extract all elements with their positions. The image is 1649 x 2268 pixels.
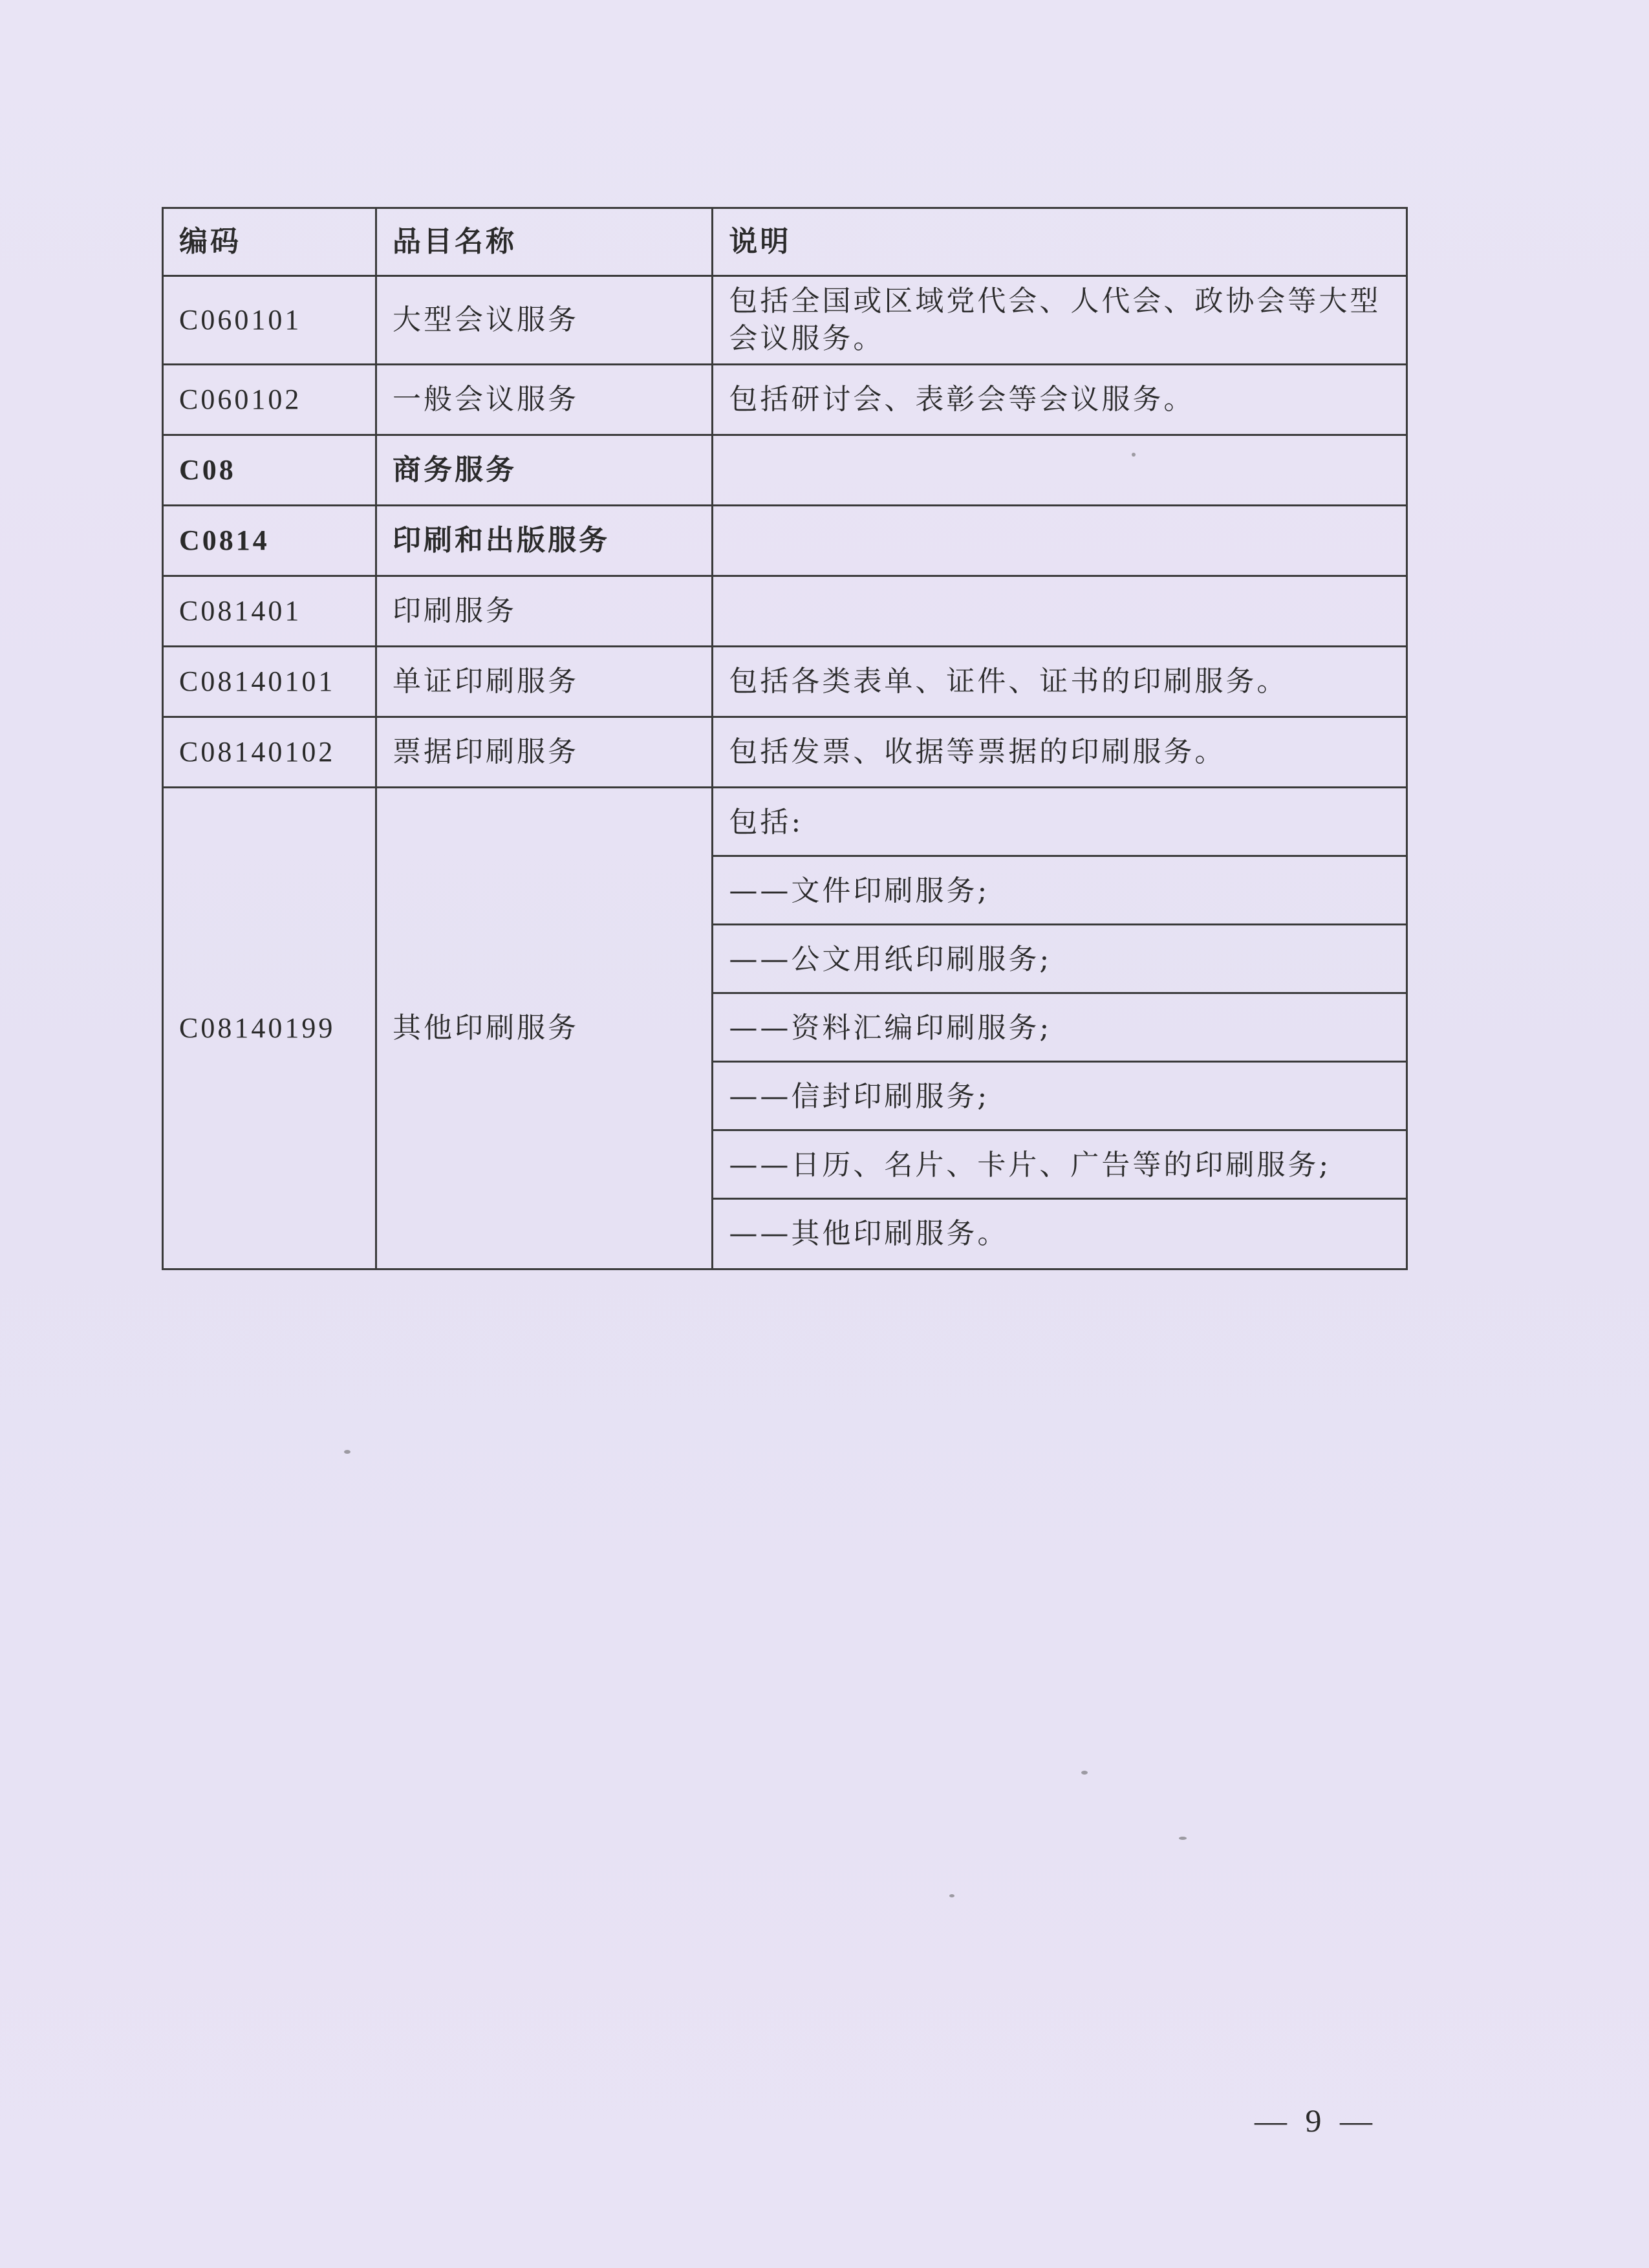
catalog-table	[162, 207, 1408, 1270]
code-cell: C060102	[163, 365, 376, 435]
scan-speck	[1081, 1771, 1088, 1775]
scan-speck	[344, 1450, 350, 1454]
desc-cell	[713, 576, 1407, 647]
table-row	[163, 576, 1407, 647]
desc-line: ——文件印刷服务;	[713, 857, 1406, 925]
table-row	[163, 717, 1407, 788]
desc-cell: 包括各类表单、证件、证书的印刷服务。	[713, 647, 1407, 717]
table-row	[163, 647, 1407, 717]
header-code: 编码	[163, 208, 376, 276]
name-cell: 印刷和出版服务	[376, 506, 713, 576]
desc-line: 包括:	[713, 788, 1406, 857]
desc-line: ——日历、名片、卡片、广告等的印刷服务;	[713, 1131, 1406, 1200]
desc-cell	[713, 506, 1407, 576]
code-cell: C08140101	[163, 647, 376, 717]
table-header-row	[163, 208, 1407, 276]
code-cell: C081401	[163, 576, 376, 647]
header-name: 品目名称	[376, 208, 713, 276]
desc-line: ——信封印刷服务;	[713, 1063, 1406, 1131]
desc-cell: 包括发票、收据等票据的印刷服务。	[713, 717, 1407, 788]
scan-speck	[949, 1894, 954, 1897]
table-row	[163, 435, 1407, 506]
desc-cell	[713, 435, 1407, 506]
code-cell: C08140102	[163, 717, 376, 788]
name-cell: 商务服务	[376, 435, 713, 506]
desc-line: ——公文用纸印刷服务;	[713, 925, 1406, 994]
code-cell: C08140199	[163, 788, 376, 1269]
code-cell: C08	[163, 435, 376, 506]
desc-cell: 包括全国或区域党代会、人代会、政协会等大型会议服务。	[713, 276, 1407, 365]
table-row	[163, 276, 1407, 365]
code-cell: C060101	[163, 276, 376, 365]
name-cell: 大型会议服务	[376, 276, 713, 365]
scan-speck	[1132, 453, 1136, 457]
page-number: — 9 —	[1255, 2102, 1377, 2139]
code-cell: C0814	[163, 506, 376, 576]
name-cell: 印刷服务	[376, 576, 713, 647]
scan-speck	[1179, 1837, 1187, 1840]
name-cell: 一般会议服务	[376, 365, 713, 435]
desc-cell: 包括研讨会、表彰会等会议服务。	[713, 365, 1407, 435]
name-cell: 单证印刷服务	[376, 647, 713, 717]
desc-line: ——资料汇编印刷服务;	[713, 994, 1406, 1063]
header-desc: 说明	[713, 208, 1407, 276]
name-cell: 其他印刷服务	[376, 788, 713, 1269]
desc-line: ——其他印刷服务。	[729, 1217, 1009, 1250]
name-cell: 票据印刷服务	[376, 717, 713, 788]
table-row	[163, 506, 1407, 576]
table-row	[163, 788, 1407, 1269]
desc-list-cell	[713, 788, 1407, 1269]
table-row	[163, 365, 1407, 435]
